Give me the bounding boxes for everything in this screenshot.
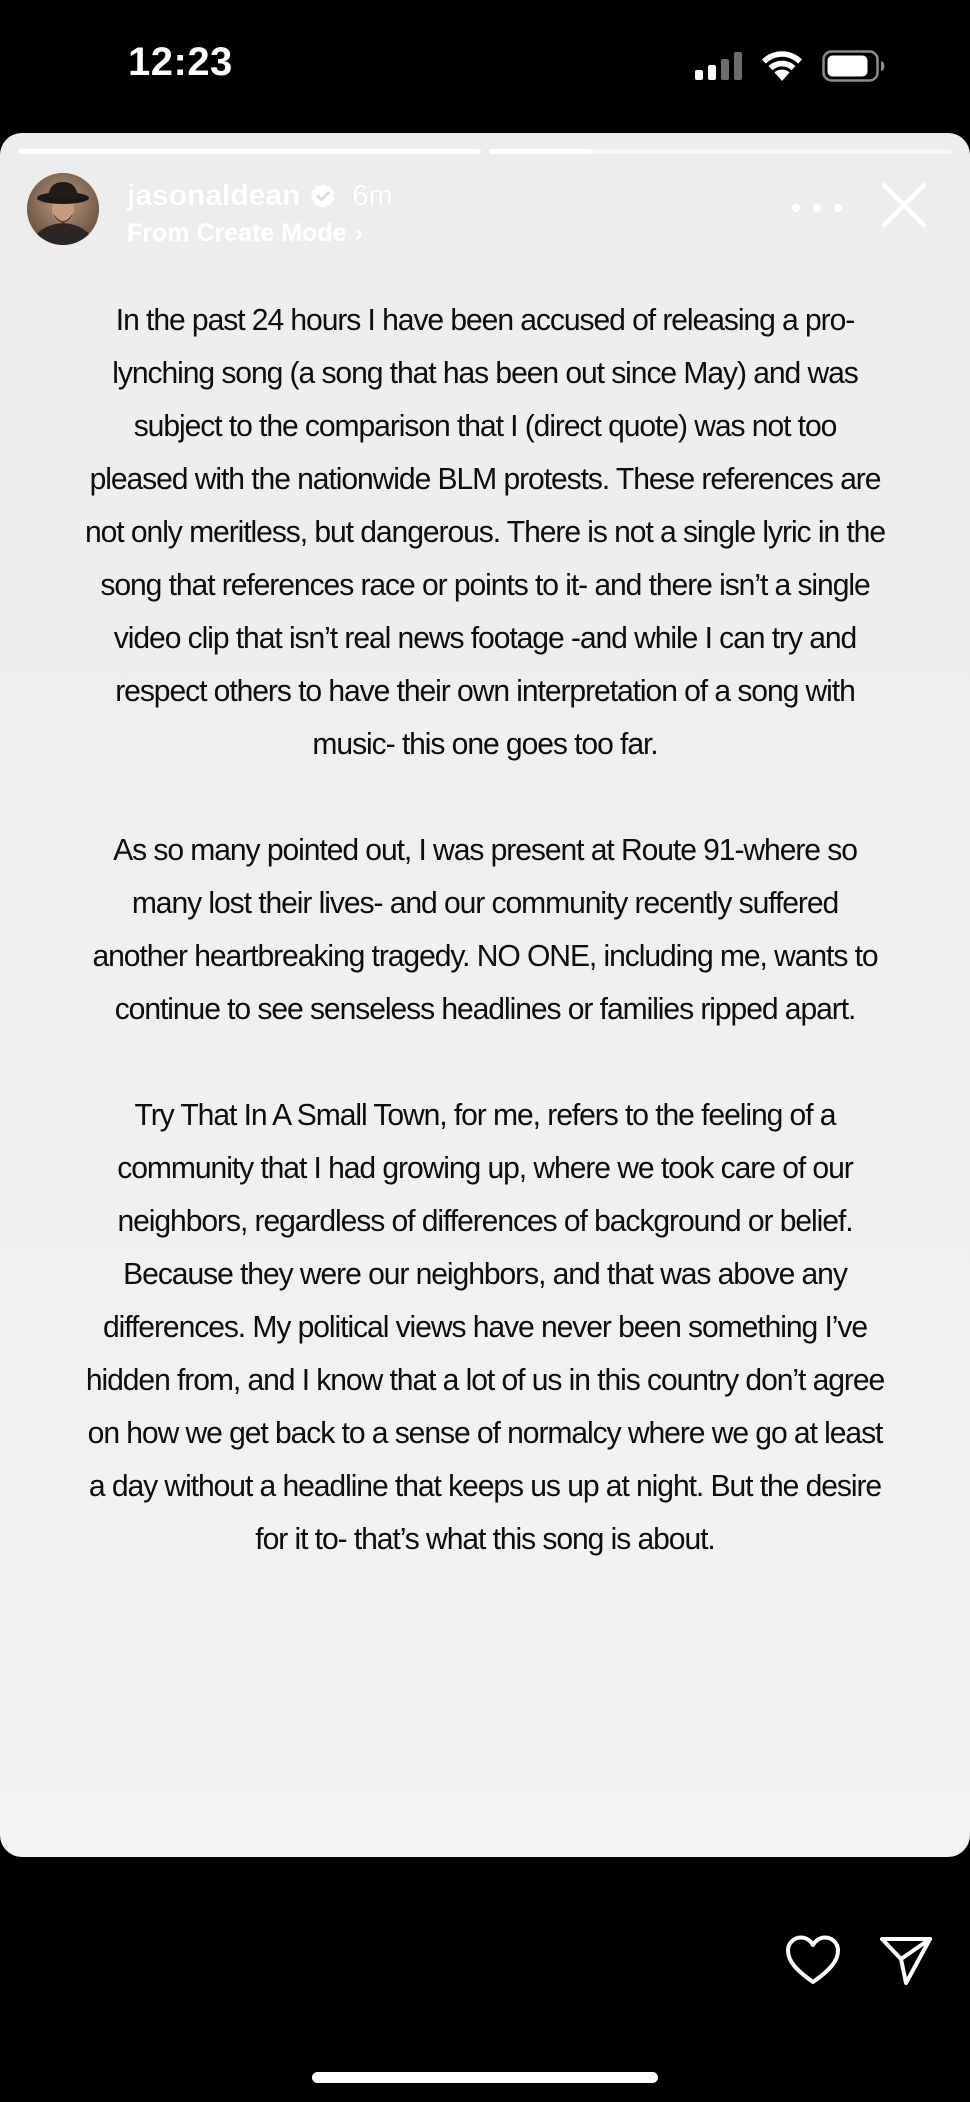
status-bar <box>0 0 970 130</box>
wifi-icon <box>760 49 804 83</box>
story-progress-segment <box>489 149 952 154</box>
send-icon[interactable] <box>878 1933 934 1987</box>
username[interactable]: jasonaldean <box>127 179 301 212</box>
cellular-signal-icon <box>695 52 742 80</box>
story-time-ago: 6m <box>352 179 393 212</box>
story-header <box>27 173 950 253</box>
close-icon[interactable] <box>874 175 934 235</box>
more-options-button[interactable] <box>792 195 842 221</box>
status-time: 12:23 <box>128 40 233 84</box>
heart-icon[interactable] <box>784 1933 842 1987</box>
status-icons <box>695 48 886 84</box>
story-paragraph: In the past 24 hours I have been accused of releasing a pro-lynching song (a song that has been out since May) and was subject to the comparison that I (direct quote) was not too pleased with the nationwide BLM protests. These references are not only meritless, but dangerous. There is not a single lyric in the song that references race or points to it- and there isn’t a single video clip that isn’t real news footage -and while I can try and respect others to have their own interpretation of a song with music- this one goes too far. <box>84 302 885 761</box>
story-paragraph: Try That In A Small Town, for me, refers to the feeling of a community that I had growing up, where we took care of our neighbors, regardless of differences of background or belief. Because they were our neighbors, and that was above any differences. My political views have never been something I’ve hidden from, and I know that a lot of us in this country don’t agree on how we get back to a sense of normalcy where we go at least a day without a headline that keeps us up at night. But the desire for it to- that’s what this song is about. <box>85 1097 885 1556</box>
story-progress <box>18 149 952 154</box>
avatar[interactable] <box>27 173 99 245</box>
battery-icon <box>822 49 886 83</box>
story-progress-fill <box>489 149 591 154</box>
story-progress-fill <box>18 149 481 154</box>
verified-badge-icon <box>310 183 336 209</box>
story-action-bar <box>0 1857 970 2102</box>
story-text-body <box>82 293 887 1618</box>
story-source-label: From Create Mode <box>127 219 347 247</box>
username-row <box>127 179 393 213</box>
home-indicator[interactable] <box>312 2072 658 2083</box>
story-source-link[interactable] <box>127 219 363 248</box>
story-paragraph: As so many pointed out, I was present at Route 91-where so many lost their lives- and our community recently suffered another heartbreaking tragedy. NO ONE, including me, wants to continue to see senseless headlines or families ripped apart. <box>92 832 878 1026</box>
story-viewer[interactable] <box>0 133 970 1857</box>
chevron-right-icon: › <box>354 219 363 247</box>
avatar-image <box>27 173 99 245</box>
story-progress-segment <box>18 149 481 154</box>
